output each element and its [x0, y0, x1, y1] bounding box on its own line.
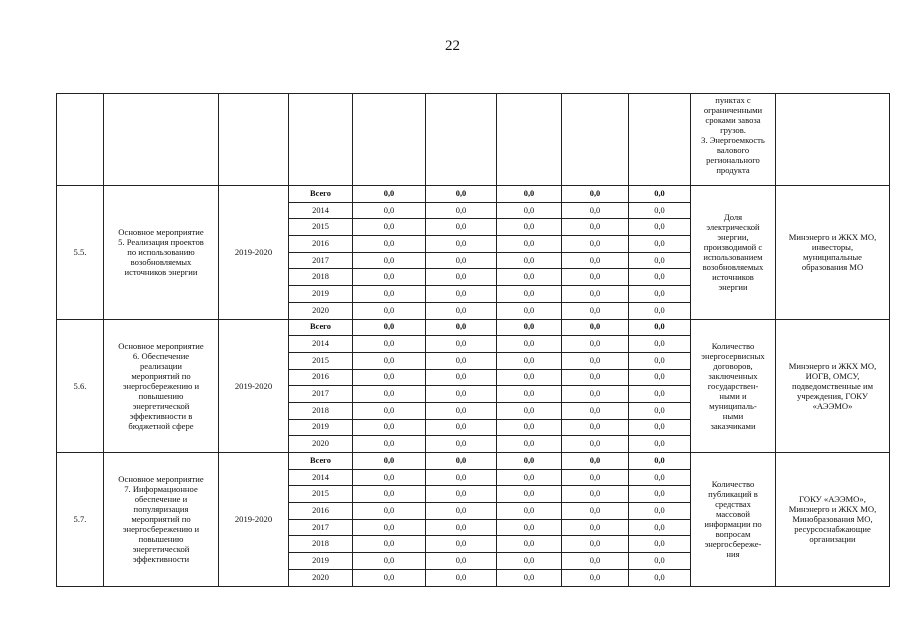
value-cell: 0,0: [426, 286, 497, 303]
text-line: возобновляемых: [702, 262, 764, 273]
value-cell: 0,0: [629, 402, 691, 419]
text-line: мероприятий по: [131, 370, 191, 381]
event-name: [104, 186, 219, 320]
value-cell: 0,0: [629, 352, 691, 369]
value-cell: 0,0: [426, 419, 497, 436]
value-cell: 0,0: [562, 319, 629, 336]
year-cell: 2020: [289, 436, 353, 453]
text-line: инвесторы,: [811, 242, 854, 253]
year-cell: Всего: [289, 453, 353, 470]
value-cell: 0,0: [562, 419, 629, 436]
value-cell: 0,0: [353, 336, 426, 353]
value-cell: 0,0: [353, 352, 426, 369]
text-line: Количество: [711, 340, 755, 351]
cell-empty: [219, 94, 289, 186]
cell-empty: [104, 94, 219, 186]
text-line: информации по: [704, 519, 762, 530]
text-line: ресурсоснабжающие: [794, 524, 871, 535]
value-cell: 0,0: [497, 369, 562, 386]
text-line: организации: [809, 534, 856, 545]
text-line: энергосбережению и: [122, 380, 200, 391]
text-line: Минэнерго и ЖКХ МО,: [788, 232, 877, 243]
value-cell: 0,0: [497, 269, 562, 286]
text-line: эффективности: [132, 554, 190, 565]
text-line: Основное мероприятие: [118, 474, 204, 485]
text-line: повышению: [138, 534, 184, 545]
value-cell: 0,0: [426, 553, 497, 570]
year-cell: 2016: [289, 369, 353, 386]
row-number: 5.5.: [57, 186, 104, 320]
text-line: бюджетной сфере: [128, 420, 194, 431]
value-cell: 0,0: [629, 336, 691, 353]
value-cell: 0,0: [562, 352, 629, 369]
text-line: учреждения, ГОКУ: [797, 390, 868, 401]
value-cell: 0,0: [497, 252, 562, 269]
value-cell: 0,0: [562, 386, 629, 403]
row-number: 5.6.: [57, 319, 104, 453]
cell-empty: [629, 94, 691, 186]
value-cell: 0,0: [562, 302, 629, 319]
text-line: образования МО: [801, 262, 864, 273]
text-line: энергосбереже-: [704, 539, 762, 550]
value-cell: 0,0: [497, 553, 562, 570]
cell-empty: [497, 94, 562, 186]
value-cell: 0,0: [629, 236, 691, 253]
value-cell: 0,0: [629, 503, 691, 520]
year-cell: 2019: [289, 419, 353, 436]
value-cell: 0,0: [426, 269, 497, 286]
text-line: электрической: [706, 222, 760, 233]
text-line: источников: [712, 272, 754, 283]
value-cell: 0,0: [562, 269, 629, 286]
value-cell: 0,0: [629, 553, 691, 570]
value-cell: 0,0: [497, 202, 562, 219]
cell-empty: [776, 94, 890, 186]
value-cell: 0,0: [497, 536, 562, 553]
value-cell: 0,0: [353, 252, 426, 269]
value-cell: 0,0: [497, 402, 562, 419]
value-cell: 0,0: [562, 519, 629, 536]
value-cell: 0,0: [353, 486, 426, 503]
value-cell: 0,0: [629, 302, 691, 319]
executor: [776, 186, 890, 320]
value-cell: 0,0: [562, 369, 629, 386]
cell-empty: [562, 94, 629, 186]
value-cell: 0,0: [562, 469, 629, 486]
year-row: [57, 453, 890, 470]
text-line: средствах: [715, 499, 751, 510]
year-cell: 2017: [289, 386, 353, 403]
text-line: обеспечение и: [134, 494, 188, 505]
value-cell: 0,0: [353, 536, 426, 553]
value-cell: 0,0: [562, 569, 629, 586]
value-cell: 0,0: [497, 352, 562, 369]
value-cell: 0,0: [426, 436, 497, 453]
year-cell: 2014: [289, 202, 353, 219]
text-line: Минэнерго и ЖКХ МО,: [788, 504, 877, 515]
year-cell: 2019: [289, 553, 353, 570]
year-cell: 2016: [289, 236, 353, 253]
text-line: ными: [722, 410, 744, 421]
value-cell: 0,0: [497, 469, 562, 486]
text-line: производимой с: [703, 242, 763, 253]
year-cell: Всего: [289, 186, 353, 203]
value-cell: 0,0: [497, 319, 562, 336]
value-cell: 0,0: [426, 186, 497, 203]
continuation-row: [57, 94, 890, 186]
value-cell: 0,0: [497, 503, 562, 520]
value-cell: 0,0: [353, 436, 426, 453]
value-cell: 0,0: [497, 186, 562, 203]
text-line: ния: [726, 549, 740, 560]
value-cell: 0,0: [426, 236, 497, 253]
value-cell: 0,0: [629, 319, 691, 336]
text-line: 5. Реализация проектов: [118, 237, 204, 248]
text-line: сроками завоза: [705, 115, 761, 125]
text-line: энергии,: [717, 232, 749, 243]
value-cell: 0,0: [629, 453, 691, 470]
value-cell: 0,0: [562, 286, 629, 303]
value-cell: 0,0: [426, 369, 497, 386]
text-line: энергетической: [132, 544, 190, 555]
value-cell: 0,0: [497, 486, 562, 503]
executor: [776, 319, 890, 453]
value-cell: 0,0: [562, 202, 629, 219]
value-cell: 0,0: [426, 519, 497, 536]
text-line: 3. Энергоемкость: [701, 135, 765, 145]
value-cell: 0,0: [497, 453, 562, 470]
period: 2019-2020: [219, 453, 289, 587]
value-cell: 0,0: [629, 536, 691, 553]
value-cell: 0,0: [353, 202, 426, 219]
text-line: подведомственные им: [791, 380, 874, 391]
value-cell: 0,0: [353, 453, 426, 470]
value-cell: 0,0: [562, 536, 629, 553]
value-cell: 0,0: [497, 286, 562, 303]
value-cell: 0,0: [353, 186, 426, 203]
value-cell: 0,0: [353, 286, 426, 303]
text-line: Доля: [723, 212, 743, 223]
value-cell: 0,0: [629, 186, 691, 203]
text-line: по использованию: [127, 247, 195, 258]
value-cell: 0,0: [426, 386, 497, 403]
text-line: энергосбережению и: [122, 524, 200, 535]
value-cell: 0,0: [562, 336, 629, 353]
value-cell: 0,0: [629, 252, 691, 269]
value-cell: 0,0: [629, 469, 691, 486]
value-cell: 0,0: [562, 453, 629, 470]
value-cell: 0,0: [562, 503, 629, 520]
value-cell: 0,0: [629, 519, 691, 536]
indicator: [691, 453, 776, 587]
value-cell: 0,0: [426, 503, 497, 520]
period: 2019-2020: [219, 319, 289, 453]
text-line: вопросам: [715, 529, 751, 540]
page-number: 22: [445, 38, 460, 54]
text-line: грузов.: [720, 125, 746, 135]
text-line: 7. Информационное: [124, 484, 198, 495]
text-line: энергосервисных: [701, 350, 765, 361]
event-name: [104, 453, 219, 587]
value-cell: 0,0: [497, 302, 562, 319]
cell-empty: [353, 94, 426, 186]
value-cell: 0,0: [426, 219, 497, 236]
value-cell: 0,0: [562, 486, 629, 503]
text-line: использованием: [703, 252, 763, 263]
value-cell: 0,0: [353, 553, 426, 570]
value-cell: 0,0: [353, 302, 426, 319]
text-line: возобновляемых: [130, 257, 192, 268]
value-cell: 0,0: [497, 436, 562, 453]
value-cell: 0,0: [426, 536, 497, 553]
text-line: муниципаль-: [709, 400, 757, 411]
value-cell: 0,0: [629, 202, 691, 219]
value-cell: 0,0: [353, 569, 426, 586]
text-line: договоров,: [713, 360, 753, 371]
year-cell: 2017: [289, 519, 353, 536]
cell-empty: [426, 94, 497, 186]
year-cell: 2019: [289, 286, 353, 303]
year-row: [57, 186, 890, 203]
text-line: заказчиками: [710, 420, 756, 431]
text-line: ограниченными: [703, 105, 763, 115]
value-cell: 0,0: [497, 386, 562, 403]
value-cell: 0,0: [426, 252, 497, 269]
value-cell: 0,0: [426, 336, 497, 353]
value-cell: 0,0: [629, 569, 691, 586]
value-cell: 0,0: [629, 369, 691, 386]
text-line: валового: [716, 145, 750, 155]
text-line: повышению: [138, 390, 184, 401]
text-line: реализации: [140, 360, 182, 371]
text-line: популяризация: [133, 504, 189, 515]
year-cell: 2014: [289, 336, 353, 353]
value-cell: 0,0: [426, 453, 497, 470]
text-line: источников энергии: [124, 267, 198, 278]
year-cell: 2018: [289, 536, 353, 553]
text-line: государствен-: [707, 380, 759, 391]
text-line: ными и: [719, 390, 747, 401]
year-row: [57, 319, 890, 336]
value-cell: 0,0: [629, 386, 691, 403]
row-number: 5.7.: [57, 453, 104, 587]
year-cell: 2020: [289, 569, 353, 586]
text-line: Количество: [711, 479, 755, 490]
year-cell: 2018: [289, 269, 353, 286]
value-cell: 0,0: [353, 386, 426, 403]
value-cell: 0,0: [353, 419, 426, 436]
year-cell: 2020: [289, 302, 353, 319]
text-line: энергетической: [132, 400, 190, 411]
text-line: публикаций в: [708, 489, 758, 500]
value-cell: 0,0: [562, 186, 629, 203]
value-cell: 0,0: [426, 486, 497, 503]
year-cell: 2017: [289, 252, 353, 269]
value-cell: 0,0: [562, 553, 629, 570]
text-line: энергии: [718, 282, 748, 293]
year-cell: 2018: [289, 402, 353, 419]
value-cell: 0,0: [629, 486, 691, 503]
value-cell: 0,0: [497, 219, 562, 236]
text-line: массовой: [715, 509, 750, 520]
value-cell: 0,0: [562, 402, 629, 419]
value-cell: 0,0: [353, 402, 426, 419]
year-cell: Всего: [289, 319, 353, 336]
indicator: [691, 319, 776, 453]
value-cell: 0,0: [353, 269, 426, 286]
value-cell: 0,0: [426, 319, 497, 336]
text-line: пунктах с: [715, 95, 751, 105]
period: 2019-2020: [219, 186, 289, 320]
text-line: 6. Обеспечение: [132, 350, 190, 361]
event-name: [104, 319, 219, 453]
value-cell: 0,0: [353, 469, 426, 486]
value-cell: 0,0: [562, 219, 629, 236]
cell-empty: [289, 94, 353, 186]
value-cell: 0,0: [497, 519, 562, 536]
table-body: [57, 94, 890, 587]
value-cell: 0,0: [629, 436, 691, 453]
value-cell: 0,0: [426, 302, 497, 319]
text-line: ИОГВ, ОМСУ,: [805, 370, 860, 381]
value-cell: 0,0: [562, 436, 629, 453]
text-line: Основное мероприятие: [118, 227, 204, 238]
value-cell: 0,0: [629, 419, 691, 436]
year-cell: 2015: [289, 486, 353, 503]
value-cell: 0,0: [426, 469, 497, 486]
value-cell: 0,0: [562, 252, 629, 269]
executor: [776, 453, 890, 587]
value-cell: 0,0: [426, 402, 497, 419]
value-cell: 0,0: [426, 202, 497, 219]
program-table: [56, 93, 890, 587]
year-cell: 2014: [289, 469, 353, 486]
value-cell: 0,0: [353, 219, 426, 236]
text-line: муниципальные: [802, 252, 862, 263]
text-line: продукта: [716, 165, 750, 175]
year-cell: 2015: [289, 352, 353, 369]
year-cell: 2016: [289, 503, 353, 520]
text-line: ГОКУ «АЭЭМО»,: [799, 494, 866, 505]
cell-empty: [57, 94, 104, 186]
year-cell: 2015: [289, 219, 353, 236]
value-cell: 0,0: [353, 503, 426, 520]
value-cell: 0,0: [497, 236, 562, 253]
value-cell: 0,0: [353, 369, 426, 386]
text-line: эффективности в: [129, 410, 193, 421]
value-cell: 0,0: [562, 236, 629, 253]
value-cell: 0,0: [497, 336, 562, 353]
value-cell: 0,0: [497, 569, 562, 586]
indicator: [691, 186, 776, 320]
text-line: «АЭЭМО»: [812, 400, 853, 411]
value-cell: 0,0: [353, 319, 426, 336]
value-cell: 0,0: [426, 352, 497, 369]
value-cell: 0,0: [353, 236, 426, 253]
value-cell: 0,0: [353, 519, 426, 536]
text-line: Минэнерго и ЖКХ МО,: [788, 360, 877, 371]
text-line: заключенных: [708, 370, 758, 381]
text-line: регионального: [706, 155, 760, 165]
text-line: Минобразования МО,: [792, 514, 873, 525]
value-cell: 0,0: [629, 269, 691, 286]
continuation-indicator: [691, 94, 776, 186]
text-line: мероприятий по: [131, 514, 191, 525]
value-cell: 0,0: [629, 219, 691, 236]
text-line: Основное мероприятие: [118, 340, 204, 351]
value-cell: 0,0: [426, 569, 497, 586]
value-cell: 0,0: [629, 286, 691, 303]
value-cell: 0,0: [497, 419, 562, 436]
